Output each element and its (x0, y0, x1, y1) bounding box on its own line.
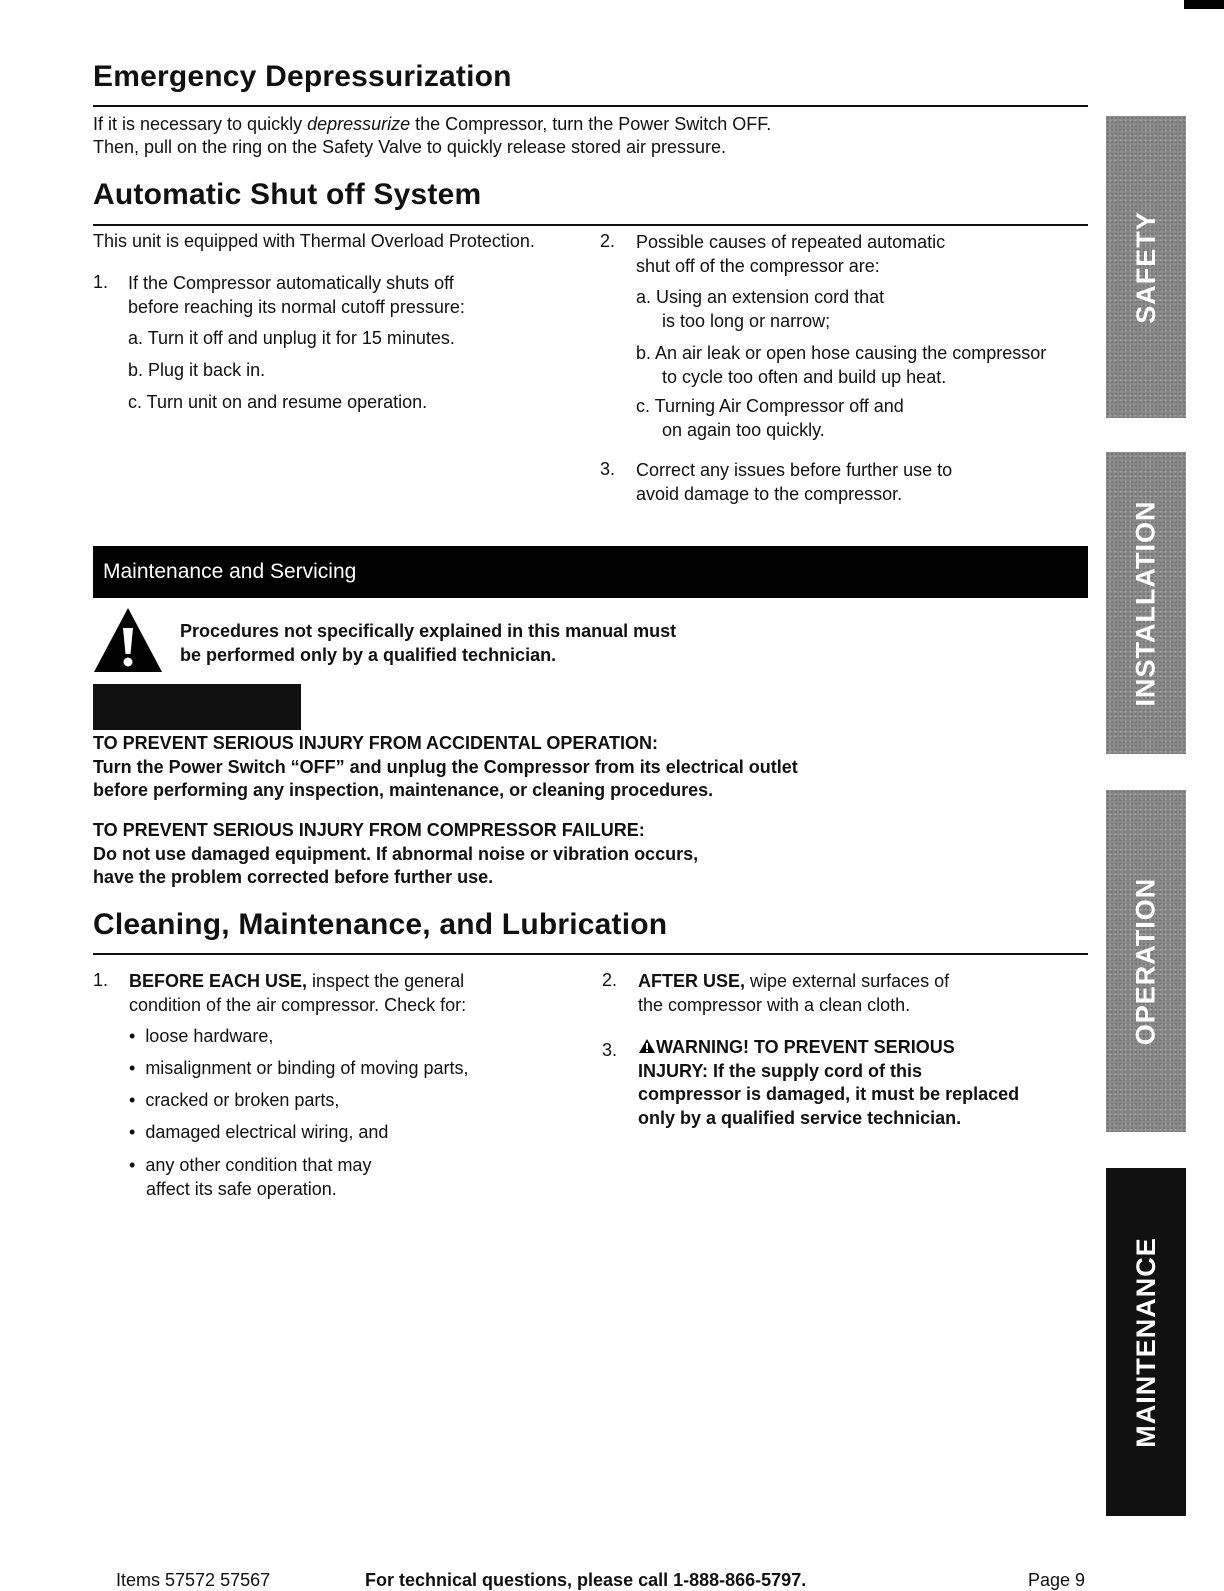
list-number: 1. (93, 272, 109, 292)
list-number: 3. (600, 459, 616, 479)
sub-item: a. Using an extension cord that is too long or narrow; (636, 287, 885, 331)
tab-installation[interactable]: INSTALLATION (1106, 452, 1186, 754)
warning-triangle-icon (638, 1038, 656, 1054)
maintenance-banner (93, 546, 1088, 598)
title-rule (93, 105, 1088, 107)
tab-maintenance[interactable]: MAINTENANCE (1106, 1168, 1186, 1516)
sub-item: b. An air leak or open hose causing the compressor to cycle too often and build up heat. (636, 343, 1047, 387)
tab-safety[interactable]: SAFETY (1106, 116, 1186, 418)
warning-compressor-failure: TO PREVENT SERIOUS INJURY FROM COMPRESSOR FAILURE: Do not use damaged equipment. If abnormal noise or vibration occurs, have the problem corrected before further use. (93, 820, 699, 887)
title-rule (93, 224, 1088, 226)
list-item: Correct any issues before further use to avoid damage to the compressor. (636, 460, 953, 504)
caution-text: Procedures not specifically explained in this manual must be performed only by a qualified technician. (180, 621, 677, 665)
list-item: • loose hardware, (129, 1026, 274, 1046)
warning-label-box (93, 684, 301, 730)
sub-item: c. Turn unit on and resume operation. (128, 392, 428, 412)
footer-support: For technical questions, please call 1-888-866-5797. (365, 1570, 807, 1590)
list-item: Possible causes of repeated automatic shut off of the compressor are: (636, 232, 946, 276)
emergency-text: If it is necessary to quickly depressurize the Compressor, turn the Power Switch OFF. Then, pull on the ring on the Safety Valve to quickly release stored air pressure. (93, 114, 772, 157)
footer-page-number: Page 9 (1028, 1570, 1086, 1590)
sub-item: c. Turning Air Compressor off and on again too quickly. (636, 396, 904, 440)
list-number: 1. (93, 970, 109, 990)
title-rule (93, 953, 1088, 955)
banner-label: Maintenance and Servicing (103, 560, 357, 583)
list-number: 3. (602, 1040, 618, 1060)
list-item: BEFORE EACH USE, inspect the general condition of the air compressor. Check for: (129, 971, 467, 1015)
warning-supply-cord: WARNING! TO PREVENT SERIOUS INJURY: If the supply cord of this compressor is damaged, it must be replaced only by a qualified service technician. (638, 1037, 1020, 1128)
list-item: • misalignment or binding of moving parts, (129, 1058, 469, 1078)
shutoff-intro: This unit is equipped with Thermal Overload Protection. (93, 231, 535, 251)
tab-operation[interactable]: OPERATION (1106, 790, 1186, 1132)
list-item: AFTER USE, wipe external surfaces of the compressor with a clean cloth. (638, 971, 950, 1015)
list-number: 2. (602, 970, 618, 990)
warning-triangle-icon (92, 606, 164, 674)
warning-accidental-operation: TO PREVENT SERIOUS INJURY FROM ACCIDENTAL OPERATION: Turn the Power Switch “OFF” and unplug the Compressor from its electrical outlet before performing any inspection, maintenance, or cleaning procedures. (93, 733, 798, 800)
footer-items: Items 57572 57567 (116, 1570, 271, 1590)
section-title-emergency: Emergency Depressurization (93, 60, 512, 93)
section-title-cleaning: Cleaning, Maintenance, and Lubrication (93, 908, 668, 941)
sub-item: b. Plug it back in. (128, 360, 266, 380)
list-item: • any other condition that may affect its safe operation. (129, 1155, 372, 1199)
list-number: 2. (600, 231, 616, 251)
corner-mark (1184, 0, 1224, 9)
section-title-shutoff: Automatic Shut off System (93, 178, 482, 211)
sub-item: a. Turn it off and unplug it for 15 minutes. (128, 328, 455, 348)
list-item: • cracked or broken parts, (129, 1090, 340, 1110)
list-item: • damaged electrical wiring, and (129, 1122, 389, 1142)
list-item: If the Compressor automatically shuts off before reaching its normal cutoff pressure: (128, 273, 465, 317)
